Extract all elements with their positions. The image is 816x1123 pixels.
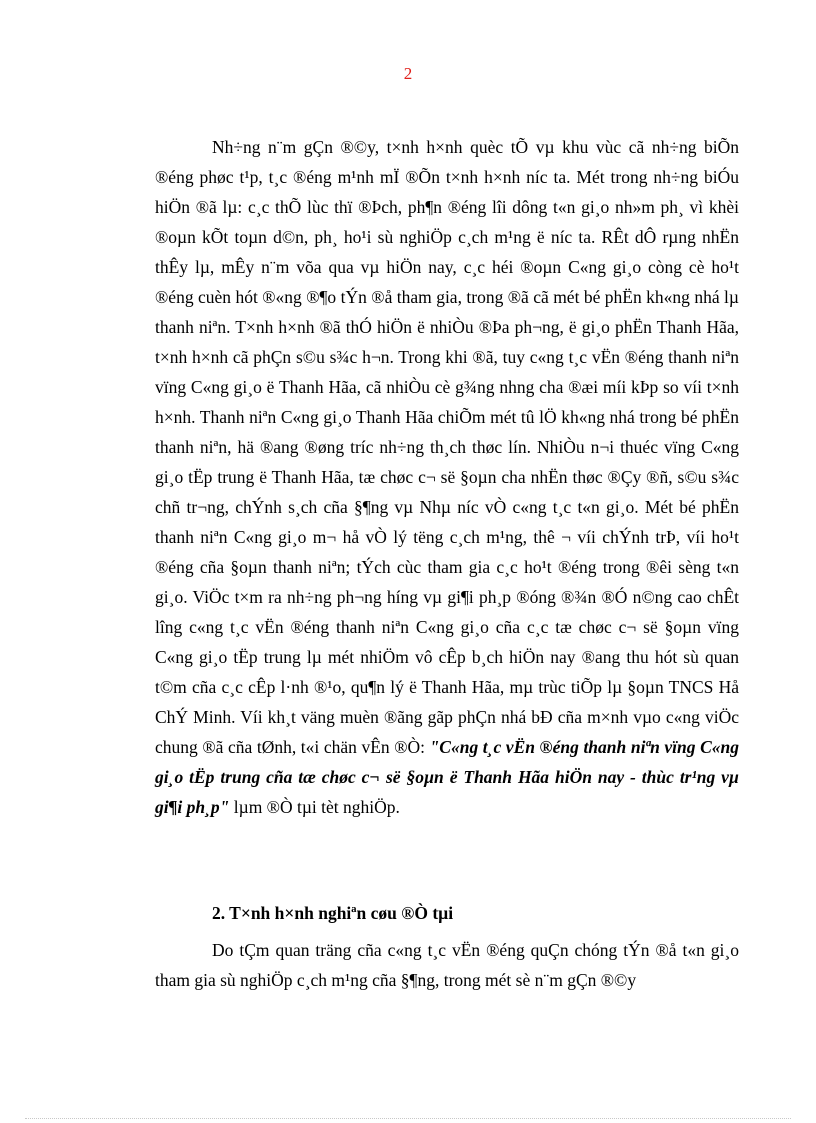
- thesis-title-emphasis: "C«ng t¸c vËn ®éng thanh niªn vïng C«ng gi¸o tËp trung cña tæ chøc c¬ së §oµn ë Thanh Hãa hiÖn nay - thùc tr¹ng vµ gi¶i ph¸p": [155, 737, 739, 817]
- paragraph-1-closing: lµm ®Ò tµi tèt nghiÖp.: [229, 797, 400, 817]
- page-number: 2: [403, 64, 413, 83]
- page-bottom-divider: [25, 1118, 791, 1119]
- body-paragraph-1: [155, 132, 739, 822]
- section-heading-2: 2. T×nh h×nh nghiªn cøu ®Ò tµi: [212, 903, 454, 923]
- body-paragraph-2: Do tÇm quan träng cña c«ng t¸c vËn ®éng quÇn chóng tÝn ®å t«n gi¸o tham gia sù nghiÖp c¸ch m¹ng cña §¶ng, trong mét sè n¨m gÇn ®©y: [155, 940, 739, 990]
- paragraph-1-text: Nh÷ng n¨m gÇn ®©y, t×nh h×nh quèc tÕ vµ khu vùc cã nh÷ng biÕn ®éng phøc t¹p, t¸c ®éng m¹nh mÏ ®Õn t×nh h×nh níc ta. Mét trong nh÷ng biÓu hiÖn ®ã lµ: c¸c thÕ lùc thï ®Þch, ph¶n ®éng lîi dông t«n gi¸o nh»m ph¸ vì khèi ®oµn kÕt toµn d©n, ph¸ ho¹i sù nghiÖp c¸ch m¹ng ë níc ta. RÊt dÔ rµng nhËn thÊy lµ, mÊy n¨m võa qua vµ hiÖn nay, c¸c héi ®oµn C«ng gi¸o còng cè ho¹t ®éng cuèn hót ®«ng ®¶o tÝn ®å tham gia, trong ®ã cã mét bé phËn kh«ng nhá lµ thanh niªn. T×nh h×nh ®ã thÓ hiÖn ë nhiÒu ®Þa ph¬ng, ë gi¸o phËn Thanh Hãa, t×nh h×nh cã phÇn s©u s¾c h¬n. Trong khi ®ã, tuy c«ng t¸c vËn ®éng thanh niªn vïng C«ng gi¸o ë Thanh Hãa, cã nhiÒu cè g¾ng nhng cha ®æi míi kÞp so víi t×nh h×nh. Thanh niªn C«ng gi¸o Thanh Hãa chiÕm mét tû lÖ kh«ng nhá trong bé phËn thanh niªn, hä ®ang ®øng tríc nh÷ng th¸ch thøc lín. NhiÒu n¬i thuéc vïng C«ng gi¸o tËp trung ë Thanh Hãa, tæ chøc c¬ së §oµn cha nhËn thøc ®Çy ®ñ, s©u s¾c chñ tr¬ng, chÝnh s¸ch cña §¶ng vµ Nhµ níc vÒ c«ng t¸c t«n gi¸o. Mét bé phËn thanh niªn C«ng gi¸o m¬ hå vÒ lý tëng c¸ch m¹ng, thê ¬ víi chÝnh trÞ, víi ho¹t ®éng cña §oµn thanh niªn; tÝch cùc tham gia c¸c ho¹t ®éng trong ®êi sèng t«n gi¸o. ViÖc t×m ra nh÷ng ph¬ng híng vµ gi¶i ph¸p ®óng ®¾n ®Ó n©ng cao chÊt lîng c«ng t¸c vËn ®éng thanh niªn C«ng gi¸o cña c¸c tæ chøc c¬ së §oµn vïng C«ng gi¸o tËp trung lµ mét nhiÖm vô cÊp b¸ch hiÖn nay ®ang thu hót sù quan t©m cña c¸c cÊp l·nh ®¹o, qu¶n lý ë Thanh Hãa, mµ trùc tiÕp lµ §oµn TNCS Hå ChÝ Minh. Víi kh¸t väng muèn ®ãng gãp phÇn nhá bÐ cña m×nh vµo c«ng viÖc chung ®ã cña tØnh, t«i chän vÊn ®Ò:: [155, 137, 739, 757]
